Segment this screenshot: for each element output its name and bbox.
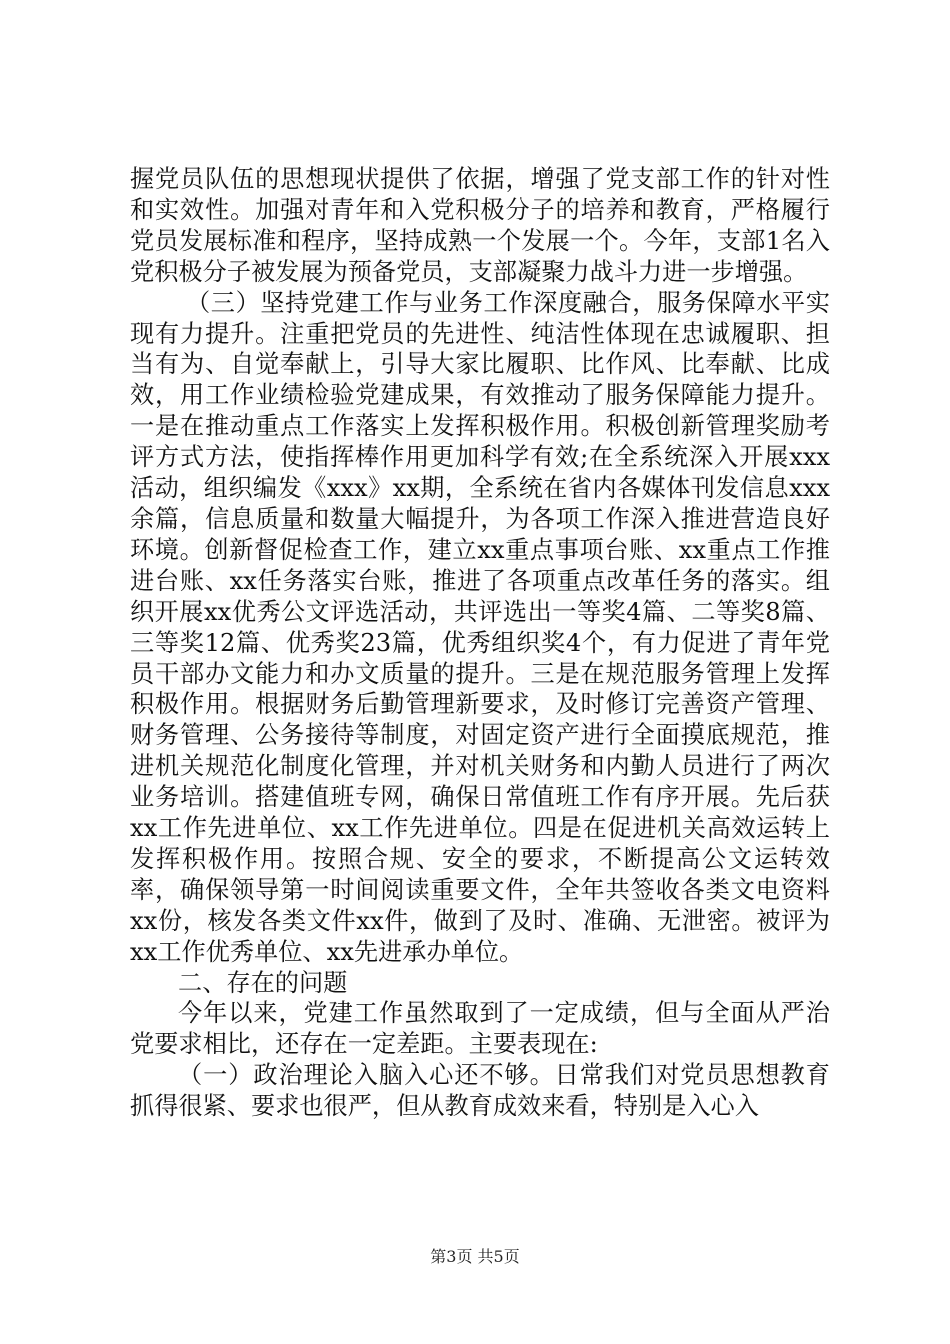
body-text <box>130 164 830 1122</box>
paragraph-section-three: （三）坚持党建工作与业务工作深度融合，服务保障水平实现有力提升。注重把党员的先进性、纯洁性体现在忠诚履职、担当有为、自觉奉献上，引导大家比履职、比作风、比奉献、比成效，用工作业绩检验党建成果，有效推动了服务保障能力提升。一是在推动重点工作落实上发挥积极作用。积极创新管理奖励考评方式方法，使指挥棒作用更加科学有效;在全系统深入开展xxx活动，组织编发《xxx》xx期，全系统在省内各媒体刊发信息xxx余篇，信息质量和数量大幅提升，为各项工作深入推进营造良好环境。创新督促检查工作，建立xx重点事项台账、xx重点工作推进台账、xx任务落实台账，推进了各项重点改革任务的落实。组织开展xx优秀公文评选活动，共评选出一等奖4篇、二等奖8篇、三等奖12篇、优秀奖23篇，优秀组织奖4个，有力促进了青年党员干部办文能力和办文质量的提升。三是在规范服务管理上发挥积极作用。根据财务后勤管理新要求，及时修订完善资产管理、财务管理、公务接待等制度，对固定资产进行全面摸底规范，推进机关规范化制度化管理，并对机关财务和内勤人员进行了两次业务培训。搭建值班专网，确保日常值班工作有序开展。先后获xx工作先进单位、xx工作先进单位。四是在促进机关高效运转上发挥积极作用。按照合规、安全的要求，不断提高公文运转效率，确保领导第一时间阅读重要文件，全年共签收各类文电资料xx份，核发各类文件xx件，做到了及时、准确、无泄密。被评为xx工作优秀单位、xx先进承办单位。 <box>130 288 830 966</box>
paragraph-continuation: 握党员队伍的思想现状提供了依据，增强了党支部工作的针对性和实效性。加强对青年和入党积极分子的培养和教育，严格履行党员发展标准和程序，坚持成熟一个发展一个。今年，支部1名入党积极分子被发展为预备党员，支部凝聚力战斗力进一步增强。 <box>130 165 830 286</box>
page-footer: 第3页 共5页 <box>430 1247 520 1266</box>
paragraph-problem-one: （一）政治理论入脑入心还不够。日常我们对党员思想教育抓得很紧、要求也很严，但从教育成效来看，特别是入心入 <box>130 1061 830 1121</box>
paragraph-problems-intro: 今年以来，党建工作虽然取到了一定成绩，但与全面从严治党要求相比，还存在一定差距。主要表现在: <box>130 999 830 1059</box>
heading-problems: 二、存在的问题 <box>178 968 348 997</box>
